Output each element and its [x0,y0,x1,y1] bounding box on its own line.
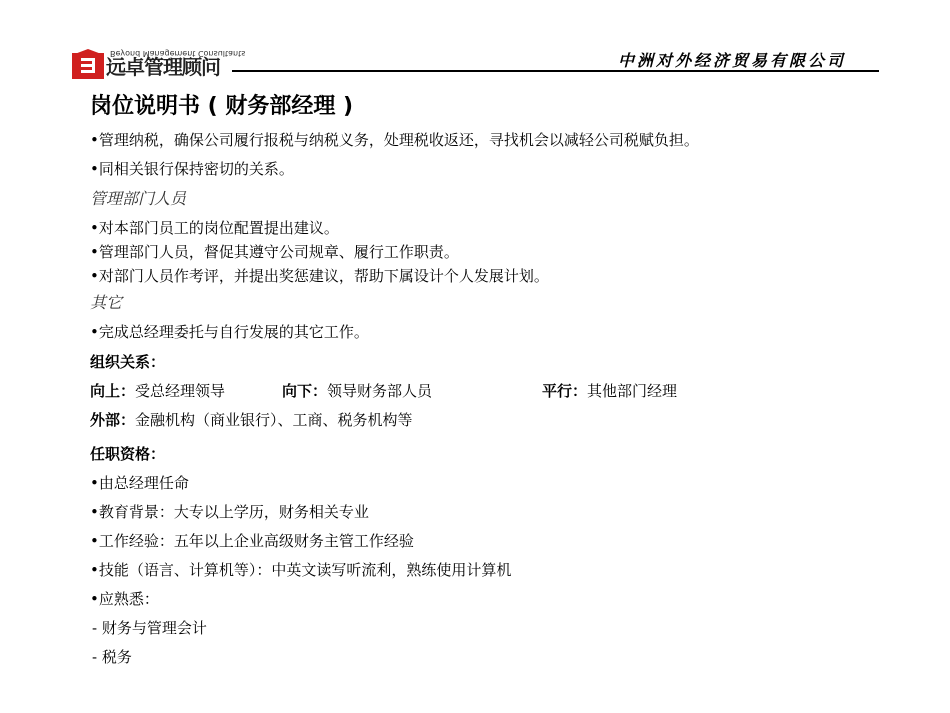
org-up-value: 受总经理领导 [135,382,226,400]
section-heading-other: 其它 [90,293,123,312]
duty-item: •同相关银行保持密切的关系。 [90,160,294,178]
org-up-label: 向上： [90,382,136,400]
other-item: •完成总经理委托与自行发展的其它工作。 [90,323,369,341]
familiar-item: - 财务与管理会计 [92,619,207,637]
company-name: 中洲对外经济贸易有限公司 [617,51,846,70]
org-peer [542,377,677,406]
org-heading: 组织关系： [90,353,166,371]
org-external-value: 金融机构（商业银行）、工商、税务机构等 [135,411,413,429]
org-down-value: 领导财务部人员 [327,382,433,400]
org-down [282,377,432,406]
org-peer-value: 其他部门经理 [587,382,678,400]
qualification-heading: 任职资格： [90,445,166,463]
org-external-label: 外部： [90,411,136,429]
section-heading-manage: 管理部门人员 [90,189,187,208]
company-logo-icon [72,49,104,79]
familiar-item: - 税务 [92,648,132,666]
qualification-item: •工作经验：五年以上企业高级财务主管工作经验 [90,532,414,550]
qualification-item: •应熟悉： [90,590,159,608]
org-relations-row [90,377,910,406]
logo-english-name: Beyond Management Consultants [110,49,246,58]
logo-chinese-name: 远卓管理顾问 [106,55,220,79]
org-external-row [90,406,910,435]
manage-item: •管理部门人员，督促其遵守公司规章、履行工作职责。 [90,243,459,261]
duty-item: •管理纳税，确保公司履行报税与纳税义务，处理税收返还，寻找机会以减轻公司税赋负担。 [90,131,699,149]
org-up [90,377,225,406]
page-header [0,0,950,90]
page-title: 岗位说明书 ( 财务部经理 ) [90,94,354,119]
org-down-label: 向下： [282,382,328,400]
org-peer-label: 平行： [542,382,588,400]
qualification-item: •由总经理任命 [90,474,189,492]
qualification-item: •教育背景：大专以上学历，财务相关专业 [90,503,369,521]
qualification-item: •技能（语言、计算机等）：中英文读写听流利，熟练使用计算机 [90,561,512,579]
job-description [90,90,910,672]
manage-item: •对本部门员工的岗位配置提出建议。 [90,219,339,237]
manage-item: •对部门人员作考评，并提出奖惩建议，帮助下属设计个人发展计划。 [90,267,549,285]
